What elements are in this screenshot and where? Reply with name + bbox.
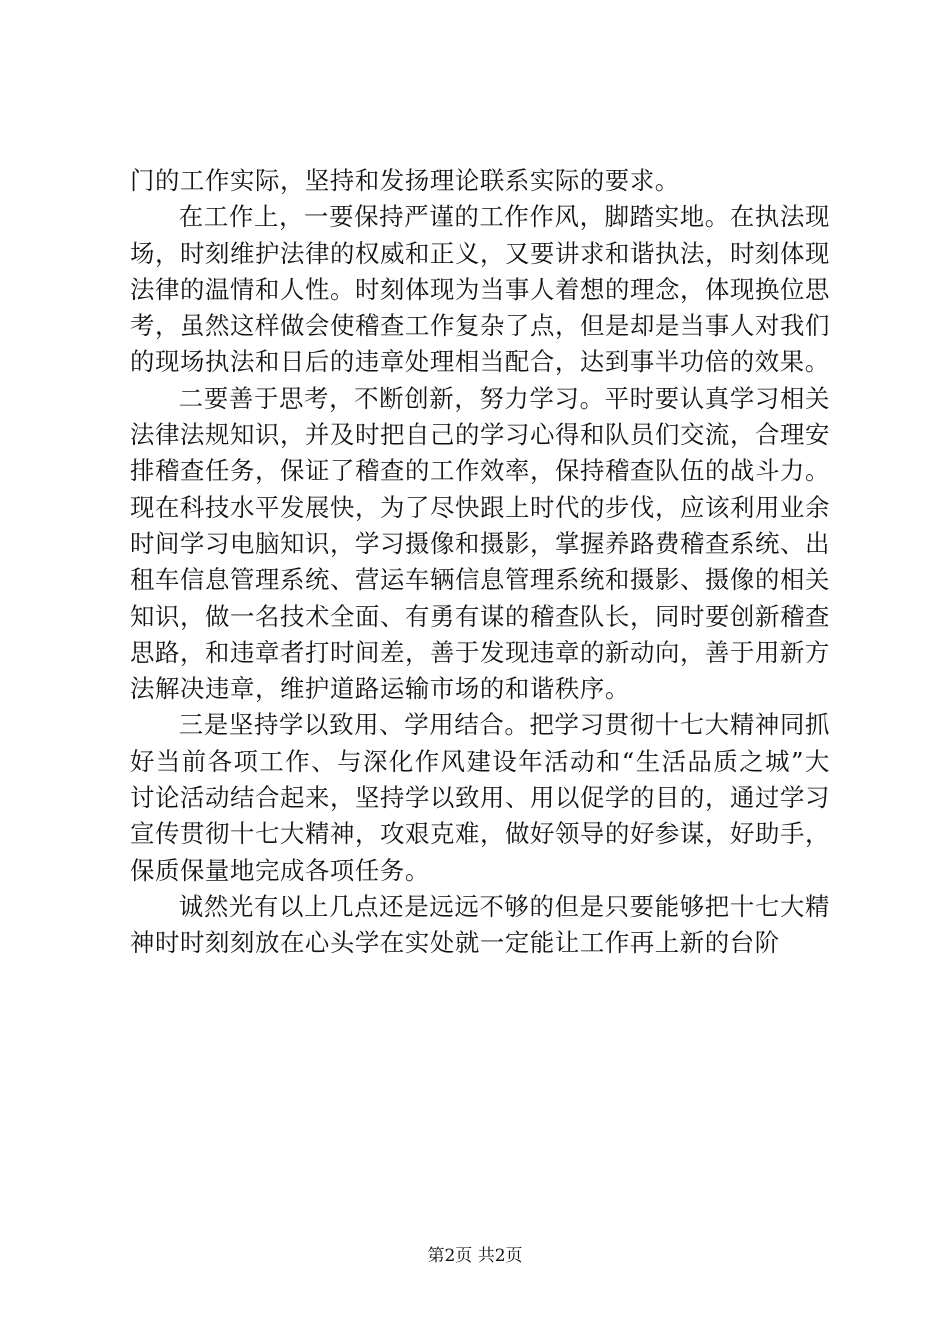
paragraph-apply-learning: 三是坚持学以致用、学用结合。把学习贯彻十七大精神同抓好当前各项工作、与深化作风建设年活动和“生活品质之城”大讨论活动结合起来，坚持学以致用、用以促学的目的，通过学习宣传贯彻十七大精神，攻艰克难，做好领导的好参谋，好助手，保质保量地完成各项任务。	[130, 710, 830, 885]
page-number-footer: 第2页 共2页	[427, 1246, 523, 1266]
paragraph-think-innovate: 二要善于思考，不断创新，努力学习。平时要认真学习相关法律法规知识，并及时把自己的学习心得和队员们交流，合理安排稽查任务，保证了稽查的工作效率，保持稽查队伍的战斗力。现在科技水平发展快，为了尽快跟上时代的步伐，应该利用业余时间学习电脑知识，学习摄像和摄影，掌握养路费稽查系统、出租车信息管理系统、营运车辆信息管理系统和摄影、摄像的相关知识，做一名技术全面、有勇有谋的稽查队长，同时要创新稽查思路，和违章者打时间差，善于发现违章的新动向，善于用新方法解决违章，维护道路运输市场的和谐秩序。	[130, 383, 830, 704]
document-body	[130, 163, 830, 962]
paragraph-work-style: 在工作上，一要保持严谨的工作作风，脚踏实地。在执法现场，时刻维护法律的权威和正义，又要讲求和谐执法，时刻体现法律的温情和人性。时刻体现为当事人着想的理念，体现换位思考，虽然这样做会使稽查工作复杂了点，但是却是当事人对我们的现场执法和日后的违章处理相当配合，达到事半功倍的效果。	[130, 202, 830, 377]
paragraph-conclusion: 诚然光有以上几点还是远远不够的但是只要能够把十七大精神时时刻刻放在心头学在实处就一定能让工作再上新的台阶	[130, 891, 830, 958]
paragraph-continuation: 门的工作实际，坚持和发扬理论联系实际的要求。	[130, 166, 680, 195]
